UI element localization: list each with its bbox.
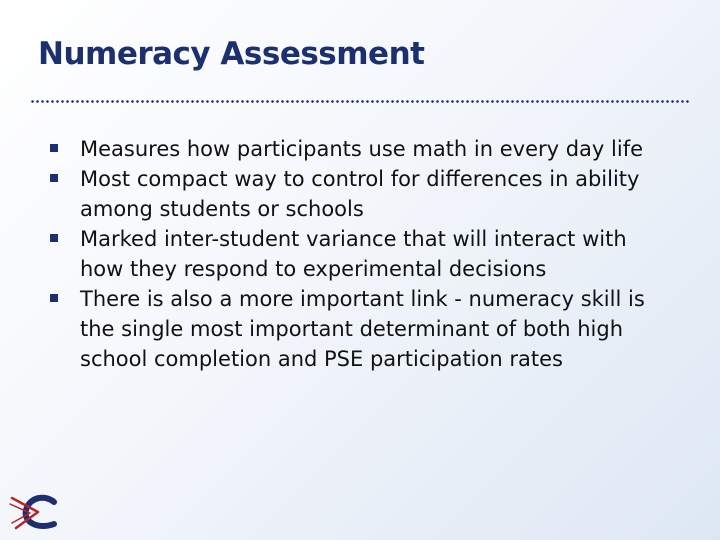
square-bullet-icon <box>50 174 58 182</box>
bullet-item <box>46 164 666 224</box>
bullet-text: There is also a more important link - numeracy skill is the single most important determinant of both high school completion and PSE participation rates <box>80 287 645 371</box>
square-bullet-icon <box>50 294 58 302</box>
c-swoosh-logo-icon <box>8 490 68 534</box>
bullet-item <box>46 224 666 284</box>
bullet-text: Marked inter-student variance that will interact with how they respond to experimental decisions <box>80 227 627 281</box>
square-bullet-icon <box>50 144 58 152</box>
square-bullet-icon <box>50 234 58 242</box>
bullet-list <box>46 134 666 374</box>
dotted-divider <box>30 100 690 103</box>
bullet-item <box>46 134 666 164</box>
bullet-item <box>46 284 666 374</box>
slide-title: Numeracy Assessment <box>38 36 425 72</box>
bullet-text: Most compact way to control for differences in ability among students or schools <box>80 167 640 221</box>
bullet-text: Measures how participants use math in every day life <box>80 137 644 161</box>
